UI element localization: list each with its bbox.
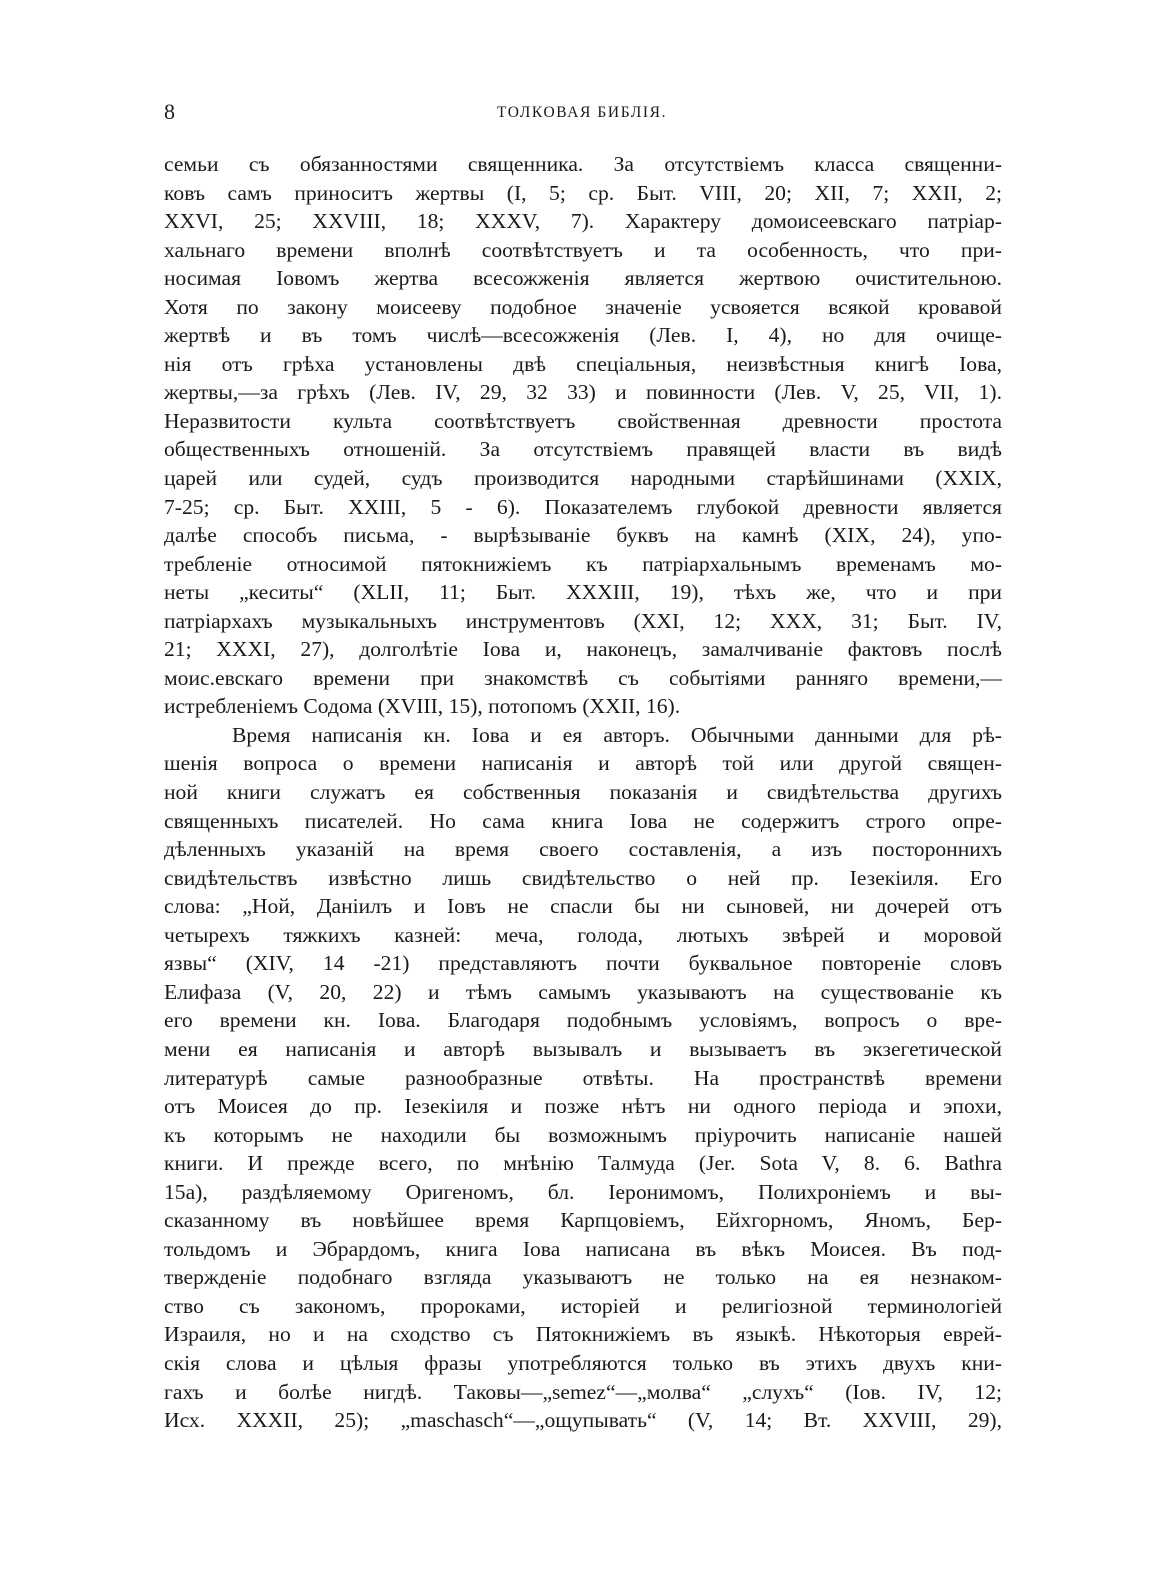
text-line: XXVI, 25; XXVIII, 18; XXXV, 7). Характеру домоисеевскаго патріар- xyxy=(164,209,1002,234)
text-line: язвы“ (XIV, 14 -21) представляютъ почти буквальное повтореніе словъ xyxy=(164,951,1002,976)
text-line: гахъ и болѣе нигдѣ. Таковы—„semez“—„молва“ „слухъ“ (Іов. IV, 12; xyxy=(164,1379,1002,1404)
text-line: истребленіемъ Содома (XVIII, 15), потопомъ (XXII, 16). xyxy=(164,694,681,719)
text-line: къ которымъ не находили бы возможнымъ пріурочить написаніе нашей xyxy=(164,1122,1002,1147)
page-header xyxy=(164,96,1000,128)
text-line: неты „кеситы“ (XLII, 11; Быт. XXXIII, 19), тѣхъ же, что и при xyxy=(164,580,1002,605)
text-line: царей или судей, судъ производится народными старѣйшинами (XXIX, xyxy=(164,466,1002,491)
text-line: слова: „Ной, Даніилъ и Іовъ не спасли бы ни сыновей, ни дочерей отъ xyxy=(164,894,1002,919)
text-line: носимая Іовомъ жертва всесожженія является жертвою очистительною. xyxy=(164,266,1002,291)
text-line: четырехъ тяжкихъ казней: меча, голода, лютыхъ звѣрей и моровой xyxy=(164,922,1002,947)
text-line: 7-25; ср. Быт. XXIII, 5 - 6). Показателемъ глубокой древности является xyxy=(164,494,1002,519)
text-line: ство съ закономъ, пророками, исторіей и религіозной терминологіей xyxy=(164,1293,1002,1318)
text-line: хальнаго времени вполнѣ соотвѣтствуетъ и та особенность, что при- xyxy=(164,237,1002,262)
text-line: 21; XXXI, 27), долголѣтіе Іова и, наконецъ, замалчиваніе фактовъ послѣ xyxy=(164,637,1002,662)
text-line: ной книги служатъ ея собственныя показанія и свидѣтельства другихъ xyxy=(164,780,1002,805)
text-line: шенія вопроса о времени написанія и авторѣ той или другой священ- xyxy=(164,751,1002,776)
text-line: мени ея написанія и авторѣ вызывалъ и вызываетъ въ экзегетической xyxy=(164,1036,1002,1061)
text-line: нія отъ грѣха установлены двѣ спеціальныя, неизвѣстныя книгѣ Іова, xyxy=(164,351,1002,376)
text-line: ковъ самъ приноситъ жертвы (I, 5; ср. Быт. VIII, 20; XII, 7; XXII, 2; xyxy=(164,180,1002,205)
text-line: литературѣ самые разнообразные отвѣты. На пространствѣ времени xyxy=(164,1065,1002,1090)
text-line: отъ Моисея до пр. Іезекіиля и позже нѣтъ ни одного періода и эпохи, xyxy=(164,1094,1002,1119)
text-line: Время написанія кн. Іова и ея авторъ. Обычными данными для рѣ- xyxy=(232,722,1002,747)
text-line: свидѣтельствъ извѣстно лишь свидѣтельство о ней пр. Іезекіиля. Его xyxy=(164,865,1002,890)
text-line: жертвѣ и въ томъ числѣ—всесожженія (Лев. I, 4), но для очище- xyxy=(164,323,1002,348)
text-line: скія слова и цѣлыя фразы употребляются только въ этихъ двухъ кни- xyxy=(164,1350,1002,1375)
text-line: Израиля, но и на сходство съ Пятокнижіемъ въ языкѣ. Нѣкоторыя еврей- xyxy=(164,1322,1002,1347)
text-line: сказанному въ новѣйшее время Карпцовіемъ, Ейхгорномъ, Яномъ, Бер- xyxy=(164,1208,1002,1233)
text-line: общественныхъ отношеній. За отсутствіемъ правящей власти въ видѣ xyxy=(164,437,1002,462)
text-line: 15a), раздѣляемому Оригеномъ, бл. Іеронимомъ, Полихроніемъ и вы- xyxy=(164,1179,1002,1204)
text-line: моис.евскаго времени при знакомствѣ съ событіями ранняго времени,— xyxy=(164,665,1002,690)
text-line: Неразвитости культа соотвѣтствуетъ свойственная древности простота xyxy=(164,408,1002,433)
text-line: священныхъ писателей. Но сама книга Іова не содержитъ строго опре- xyxy=(164,808,1002,833)
text-line: дѣленныхъ указаній на время своего составленія, а изъ постороннихъ xyxy=(164,837,1002,862)
page-number: 8 xyxy=(164,99,175,124)
text-line: Исх. XXXII, 25); „maschasch“—„ощупывать“ (V, 14; Вт. XXVIII, 29), xyxy=(164,1408,1002,1433)
text-line: его времени кн. Іова. Благодаря подобнымъ условіямъ, вопросъ о вре- xyxy=(164,1008,1002,1033)
text-line: Хотя по закону моисееву подобное значеніе усвояется всякой кровавой xyxy=(164,294,1002,319)
text-line: книги. И прежде всего, по мнѣнію Талмуда (Jer. Sota V, 8. 6. Bathra xyxy=(164,1151,1002,1176)
text-line: Елифаза (V, 20, 22) и тѣмъ самымъ указываютъ на существованіе къ xyxy=(164,979,1002,1004)
text-line: жертвы,—за грѣхъ (Лев. IV, 29, 32 33) и повинности (Лев. V, 25, VII, 1). xyxy=(164,380,1002,405)
text-line: патріархахъ музыкальныхъ инструментовъ (XXI, 12; XXX, 31; Быт. IV, xyxy=(164,608,1002,633)
body-text xyxy=(164,150,1002,1435)
text-line: далѣе способъ письма, - вырѣзываніе буквъ на камнѣ (XIX, 24), упо- xyxy=(164,523,1002,548)
text-line: твержденіе подобнаго взгляда указываютъ не только на ея незнаком- xyxy=(164,1265,1002,1290)
text-line: тольдомъ и Эбрардомъ, книга Іова написана въ вѣкъ Моисея. Въ под- xyxy=(164,1236,1002,1261)
text-line: требленіе относимой пятокнижіемъ къ патріархальнымъ временамъ мо- xyxy=(164,551,1002,576)
text-line: семьи съ обязанностями священника. За отсутствіемъ класса священни- xyxy=(164,152,1002,176)
running-title: ТОЛКОВАЯ БИБЛІЯ. xyxy=(496,104,668,121)
